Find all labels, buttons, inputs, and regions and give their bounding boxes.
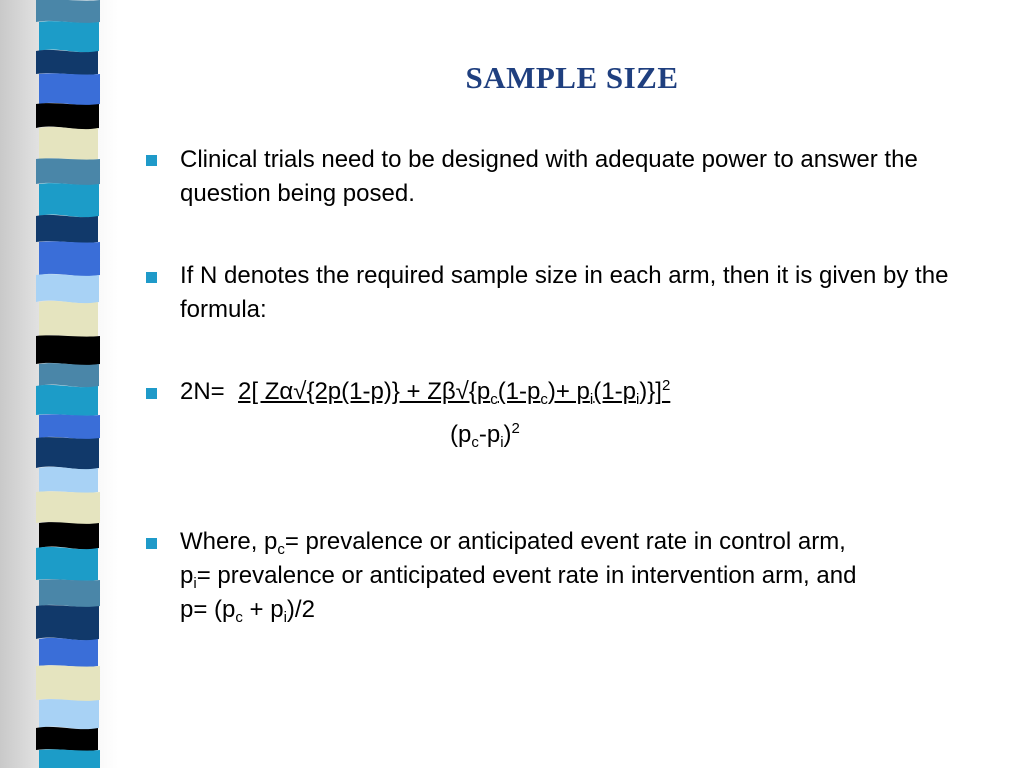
stripe-segment <box>39 414 100 439</box>
stripe-segment <box>36 437 99 469</box>
stripe-segment <box>36 547 98 581</box>
stripe-segment <box>39 363 99 387</box>
stripe-segment <box>36 274 99 303</box>
formula-lhs: 2N= <box>180 378 225 405</box>
stripe-segment <box>36 491 100 524</box>
bullet-text-1: Clinical trials need to be designed with adequate power to answer the question being posed. <box>180 146 918 207</box>
stripe-segment <box>39 21 99 52</box>
stripe-segment <box>36 158 100 185</box>
slide-title: SAMPLE SIZE <box>465 60 679 95</box>
bullet-text-4: Where, $p_c=$ prevalence or anticipated event rate in control arm, $p_i=$ prevalence or anticipated event rate in intervention arm, and $p= (p_c + p_i)/2$ <box>180 528 857 626</box>
stripe-segment <box>36 215 98 243</box>
stripe-segment <box>39 183 99 217</box>
bullet-marker-4 <box>146 538 157 549</box>
stripe-segment <box>36 335 100 365</box>
stripe-segment <box>36 665 100 701</box>
bullet-marker-1 <box>146 155 157 166</box>
bullet-marker-2 <box>146 272 157 283</box>
bullet-marker-3 <box>146 388 157 399</box>
stripe-segment <box>39 73 100 105</box>
stripe-segment <box>36 0 100 23</box>
stripe-segment <box>39 127 98 160</box>
stripe-segment <box>39 749 100 768</box>
bullet-text-2: If N denotes the required sample size in each arm, then it is given by the formula: <box>180 262 949 323</box>
stripe-segment <box>36 103 99 129</box>
stripe-segment <box>39 301 98 337</box>
formula-denominator: $(p_c-p_i)^2$ <box>450 420 520 451</box>
formula-line <box>180 375 1010 409</box>
stripe-segment <box>39 699 99 729</box>
stripe-segment <box>39 241 100 276</box>
stripe-segment <box>39 638 98 667</box>
stripe-segment <box>36 50 98 75</box>
stripe-segment <box>36 727 98 751</box>
stripe-segment <box>39 579 100 607</box>
stripe-segment <box>39 467 98 493</box>
decorative-stripe <box>0 0 118 768</box>
stripe-segment <box>36 385 98 416</box>
formula-numerator: 2[ $Z\alpha√\{2p(1-p)\} + Z\beta√\{p_c(1-p_c)+ p_i(1-p_i)\}]^2$ <box>238 377 671 408</box>
stripe-segment <box>36 605 99 640</box>
stripe-segment <box>39 522 99 549</box>
